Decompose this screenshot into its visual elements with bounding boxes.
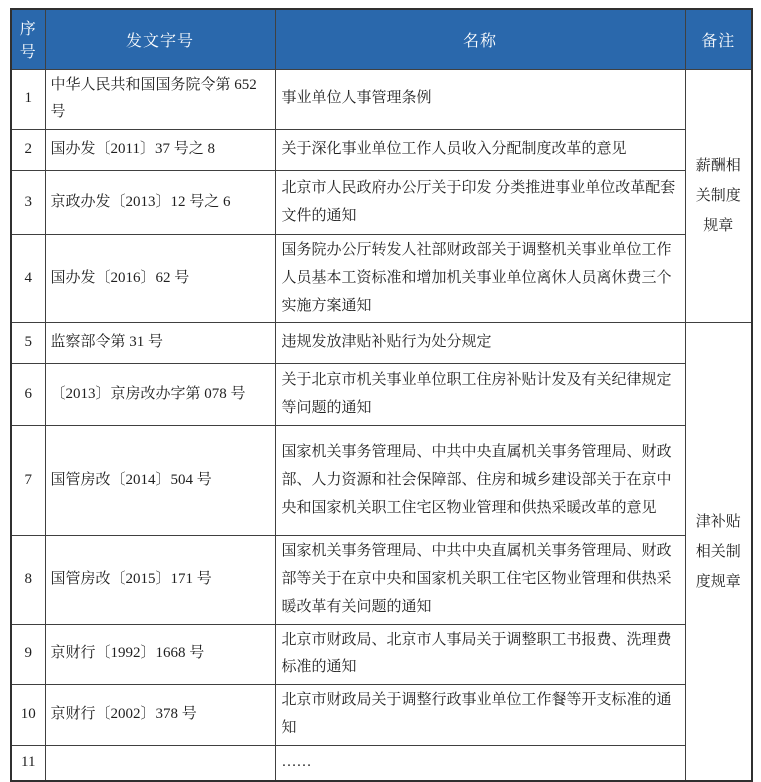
row-doc-no: 国办发〔2016〕62 号 <box>45 235 275 323</box>
row-seq: 7 <box>11 426 45 536</box>
row-name: 关于北京市机关事业单位职工住房补贴计发及有关纪律规定等问题的通知 <box>275 364 685 426</box>
table-row <box>11 130 752 171</box>
row-seq: 9 <box>11 624 45 685</box>
row-seq: 4 <box>11 235 45 323</box>
remark-group-salary: 薪酬相关制度规章 <box>685 69 752 323</box>
row-name: 国家机关事务管理局、中共中央直属机关事务管理局、财政部、人力资源和社会保障部、住房和城乡建设部关于在京中央和国家机关职工住宅区物业管理和供热采暖改革的意见 <box>275 426 685 536</box>
row-name: 北京市人民政府办公厅关于印发 分类推进事业单位改革配套文件的通知 <box>275 171 685 235</box>
table-row <box>11 624 752 685</box>
table-row <box>11 685 752 746</box>
row-doc-no: 京财行〔2002〕378 号 <box>45 685 275 746</box>
row-doc-no: 中华人民共和国国务院令第 652 号 <box>45 69 275 130</box>
table-row <box>11 364 752 426</box>
table-row <box>11 426 752 536</box>
row-seq: 2 <box>11 130 45 171</box>
row-name: 关于深化事业单位工作人员收入分配制度改革的意见 <box>275 130 685 171</box>
table-row <box>11 536 752 624</box>
row-seq: 5 <box>11 323 45 364</box>
row-doc-no: 〔2013〕京房改办字第 078 号 <box>45 364 275 426</box>
row-seq: 6 <box>11 364 45 426</box>
row-doc-no: 国管房改〔2014〕504 号 <box>45 426 275 536</box>
row-name: 国务院办公厅转发人社部财政部关于调整机关事业单位工作人员基本工资标准和增加机关事业单位离休人员离休费三个实施方案通知 <box>275 235 685 323</box>
table-row <box>11 171 752 235</box>
remark-group-allowance: 津补贴相关制度规章 <box>685 323 752 781</box>
row-seq: 10 <box>11 685 45 746</box>
row-seq: 8 <box>11 536 45 624</box>
row-doc-no: 监察部令第 31 号 <box>45 323 275 364</box>
row-name: 北京市财政局、北京市人事局关于调整职工书报费、洗理费标准的通知 <box>275 624 685 685</box>
row-doc-no <box>45 745 275 781</box>
row-doc-no: 国办发〔2011〕37 号之 8 <box>45 130 275 171</box>
regulations-table <box>10 8 753 782</box>
row-name: 事业单位人事管理条例 <box>275 69 685 130</box>
table-row <box>11 69 752 130</box>
row-name: 违规发放津贴补贴行为处分规定 <box>275 323 685 364</box>
table-row <box>11 323 752 364</box>
row-seq: 1 <box>11 69 45 130</box>
header-name: 名称 <box>275 9 685 69</box>
header-remark: 备注 <box>685 9 752 69</box>
table-row <box>11 745 752 781</box>
row-name: …… <box>275 745 685 781</box>
table-row <box>11 235 752 323</box>
row-name: 北京市财政局关于调整行政事业单位工作餐等开支标准的通知 <box>275 685 685 746</box>
row-seq: 11 <box>11 745 45 781</box>
row-name: 国家机关事务管理局、中共中央直属机关事务管理局、财政部等关于在京中央和国家机关职工住宅区物业管理和供热采暖改革有关问题的通知 <box>275 536 685 624</box>
row-doc-no: 京政办发〔2013〕12 号之 6 <box>45 171 275 235</box>
header-doc-no: 发文字号 <box>45 9 275 69</box>
row-doc-no: 京财行〔1992〕1668 号 <box>45 624 275 685</box>
row-doc-no: 国管房改〔2015〕171 号 <box>45 536 275 624</box>
header-seq: 序号 <box>11 9 45 69</box>
header-row <box>11 9 752 69</box>
row-seq: 3 <box>11 171 45 235</box>
